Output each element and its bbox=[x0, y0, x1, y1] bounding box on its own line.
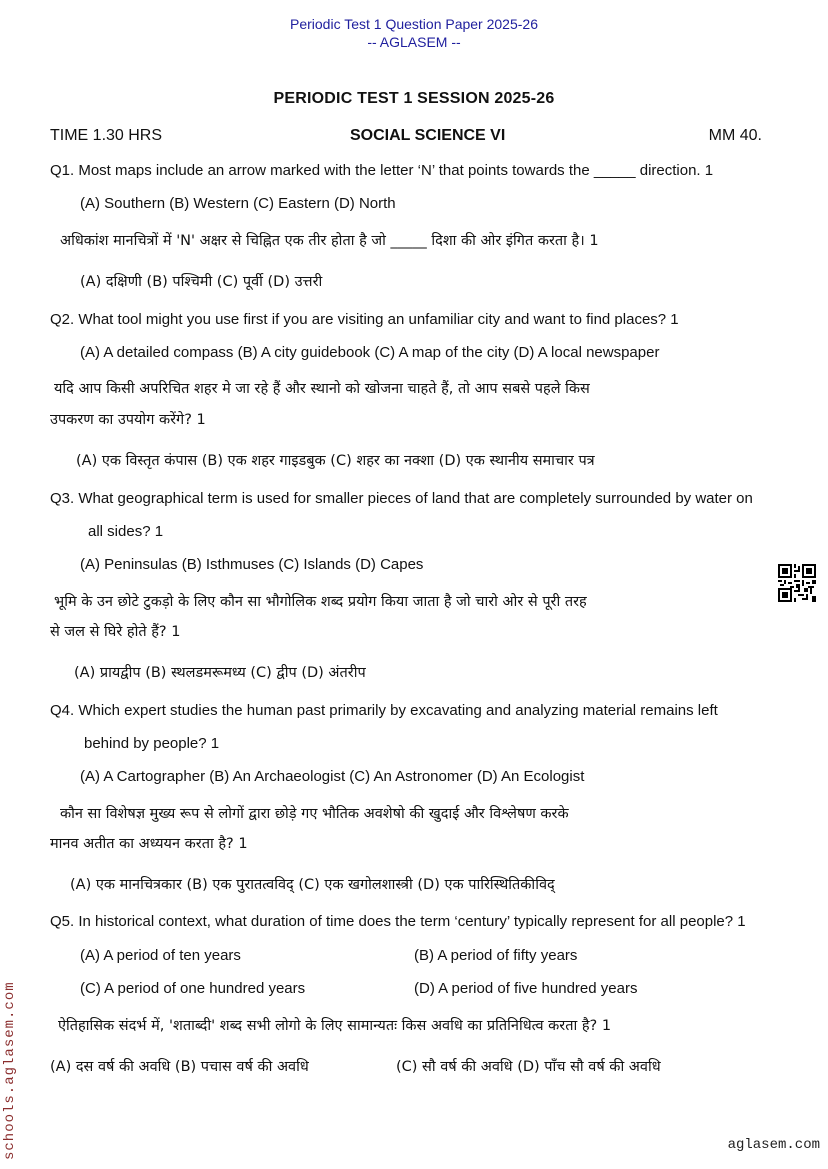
question-5-text: Q5. In historical context, what duration of time does the term ‘century’ typically represent for all people? 1 bbox=[50, 913, 746, 930]
question-1-hindi-text: अधिकांश मानचित्रों में 'N' अक्षर से चिह्नित एक तीर होता है जो _____ दिशा की ओर इंगित करता है। 1 bbox=[60, 233, 599, 249]
banner-source: -- AGLASEM -- bbox=[367, 34, 461, 50]
question-4-text-line1: Q4. Which expert studies the human past primarily by excavating and analyzing material remains left bbox=[50, 702, 718, 719]
question-2-hindi-text-line2: उपकरण का उपयोग करेंगे? 1 bbox=[50, 412, 206, 428]
max-marks: MM 40. bbox=[708, 127, 762, 144]
paper-meta bbox=[50, 127, 762, 149]
question-1-text: Q1. Most maps include an arrow marked with the letter ‘N’ that points towards the _____ direction. 1 bbox=[50, 162, 714, 179]
footer-watermark: aglasem.com bbox=[727, 1137, 820, 1153]
question-3-text-line2: all sides? 1 bbox=[88, 523, 164, 540]
question-4-hindi-text-line2: मानव अतीत का अध्ययन करता है? 1 bbox=[50, 836, 248, 852]
question-3-hindi-options: (A) प्रायद्वीप (B) स्थलडमरूमध्य (C) द्वीप (D) अंतरीप bbox=[74, 665, 366, 681]
question-3-hindi-text-line2: से जल से घिरे होते हैं? 1 bbox=[50, 624, 181, 640]
question-5-option-b: (B) A period of fifty years bbox=[414, 947, 578, 964]
question-5-option-d: (D) A period of five hundred years bbox=[414, 980, 638, 997]
question-5-hindi-options-cd: (C) सौ वर्ष की अवधि (D) पाँच सौ वर्ष की अवधि bbox=[396, 1059, 661, 1075]
banner-title: Periodic Test 1 Question Paper 2025-26 bbox=[289, 16, 538, 32]
question-5-hindi-options-ab: (A) दस वर्ष की अवधि (B) पचास वर्ष की अवधि bbox=[50, 1059, 309, 1075]
question-3-hindi-text-line1: भूमि के उन छोटे टुकड़ो के लिए कौन सा भौगोलिक शब्द प्रयोग किया जाता है जो चारो ओर से पूरी तरह bbox=[54, 594, 587, 610]
question-4-hindi-options: (A) एक मानचित्रकार (B) एक पुरातत्वविद् (C) एक खगोलशास्त्री (D) एक पारिस्थितिकीविद् bbox=[70, 877, 555, 893]
question-5-option-c: (C) A period of one hundred years bbox=[80, 980, 306, 997]
time-duration: TIME 1.30 HRS bbox=[50, 127, 163, 144]
question-5-option-a: (A) A period of ten years bbox=[80, 947, 241, 964]
question-3-options: (A) Peninsulas (B) Isthmuses (C) Islands (D) Capes bbox=[80, 556, 424, 573]
question-3-text-line1: Q3. What geographical term is used for smaller pieces of land that are completely surrounded by water on bbox=[50, 490, 753, 507]
question-5-hindi-text: ऐतिहासिक संदर्भ में, 'शताब्दी' शब्द सभी लोगो के लिए सामान्यतः किस अवधि का प्रतिनिधित्व करता है? 1 bbox=[58, 1018, 612, 1034]
paper-title: PERIODIC TEST 1 SESSION 2025-26 bbox=[273, 90, 555, 107]
question-2-options: (A) A detailed compass (B) A city guidebook (C) A map of the city (D) A local newspaper bbox=[80, 344, 660, 361]
question-2-text: Q2. What tool might you use first if you are visiting an unfamiliar city and want to find places? 1 bbox=[50, 311, 679, 328]
question-2-hindi-options: (A) एक विस्तृत कंपास (B) एक शहर गाइडबुक (C) शहर का नक्शा (D) एक स्थानीय समाचार पत्र bbox=[76, 453, 595, 469]
question-4-text-line2: behind by people? 1 bbox=[84, 735, 220, 752]
question-4-options: (A) A Cartographer (B) An Archaeologist (C) An Astronomer (D) An Ecologist bbox=[80, 768, 585, 785]
question-1-hindi-options: (A) दक्षिणी (B) पश्चिमी (C) पूर्वी (D) उत्तरी bbox=[80, 274, 323, 290]
question-1-options: (A) Southern (B) Western (C) Eastern (D) North bbox=[80, 195, 396, 212]
subject-name: SOCIAL SCIENCE VI bbox=[350, 127, 506, 144]
qr-code-icon[interactable] bbox=[778, 564, 816, 602]
side-watermark: schools.aglasem.com bbox=[2, 981, 18, 1160]
question-4-hindi-text-line1: कौन सा विशेषज्ञ मुख्य रूप से लोगों द्वारा छोड़े गए भौतिक अवशेषो की खुदाई और विश्लेषण करके bbox=[60, 806, 569, 822]
question-2-hindi-text-line1: यदि आप किसी अपरिचित शहर मे जा रहे हैं और स्थानो को खोजना चाहते हैं, तो आप सबसे पहले किस bbox=[54, 381, 590, 397]
